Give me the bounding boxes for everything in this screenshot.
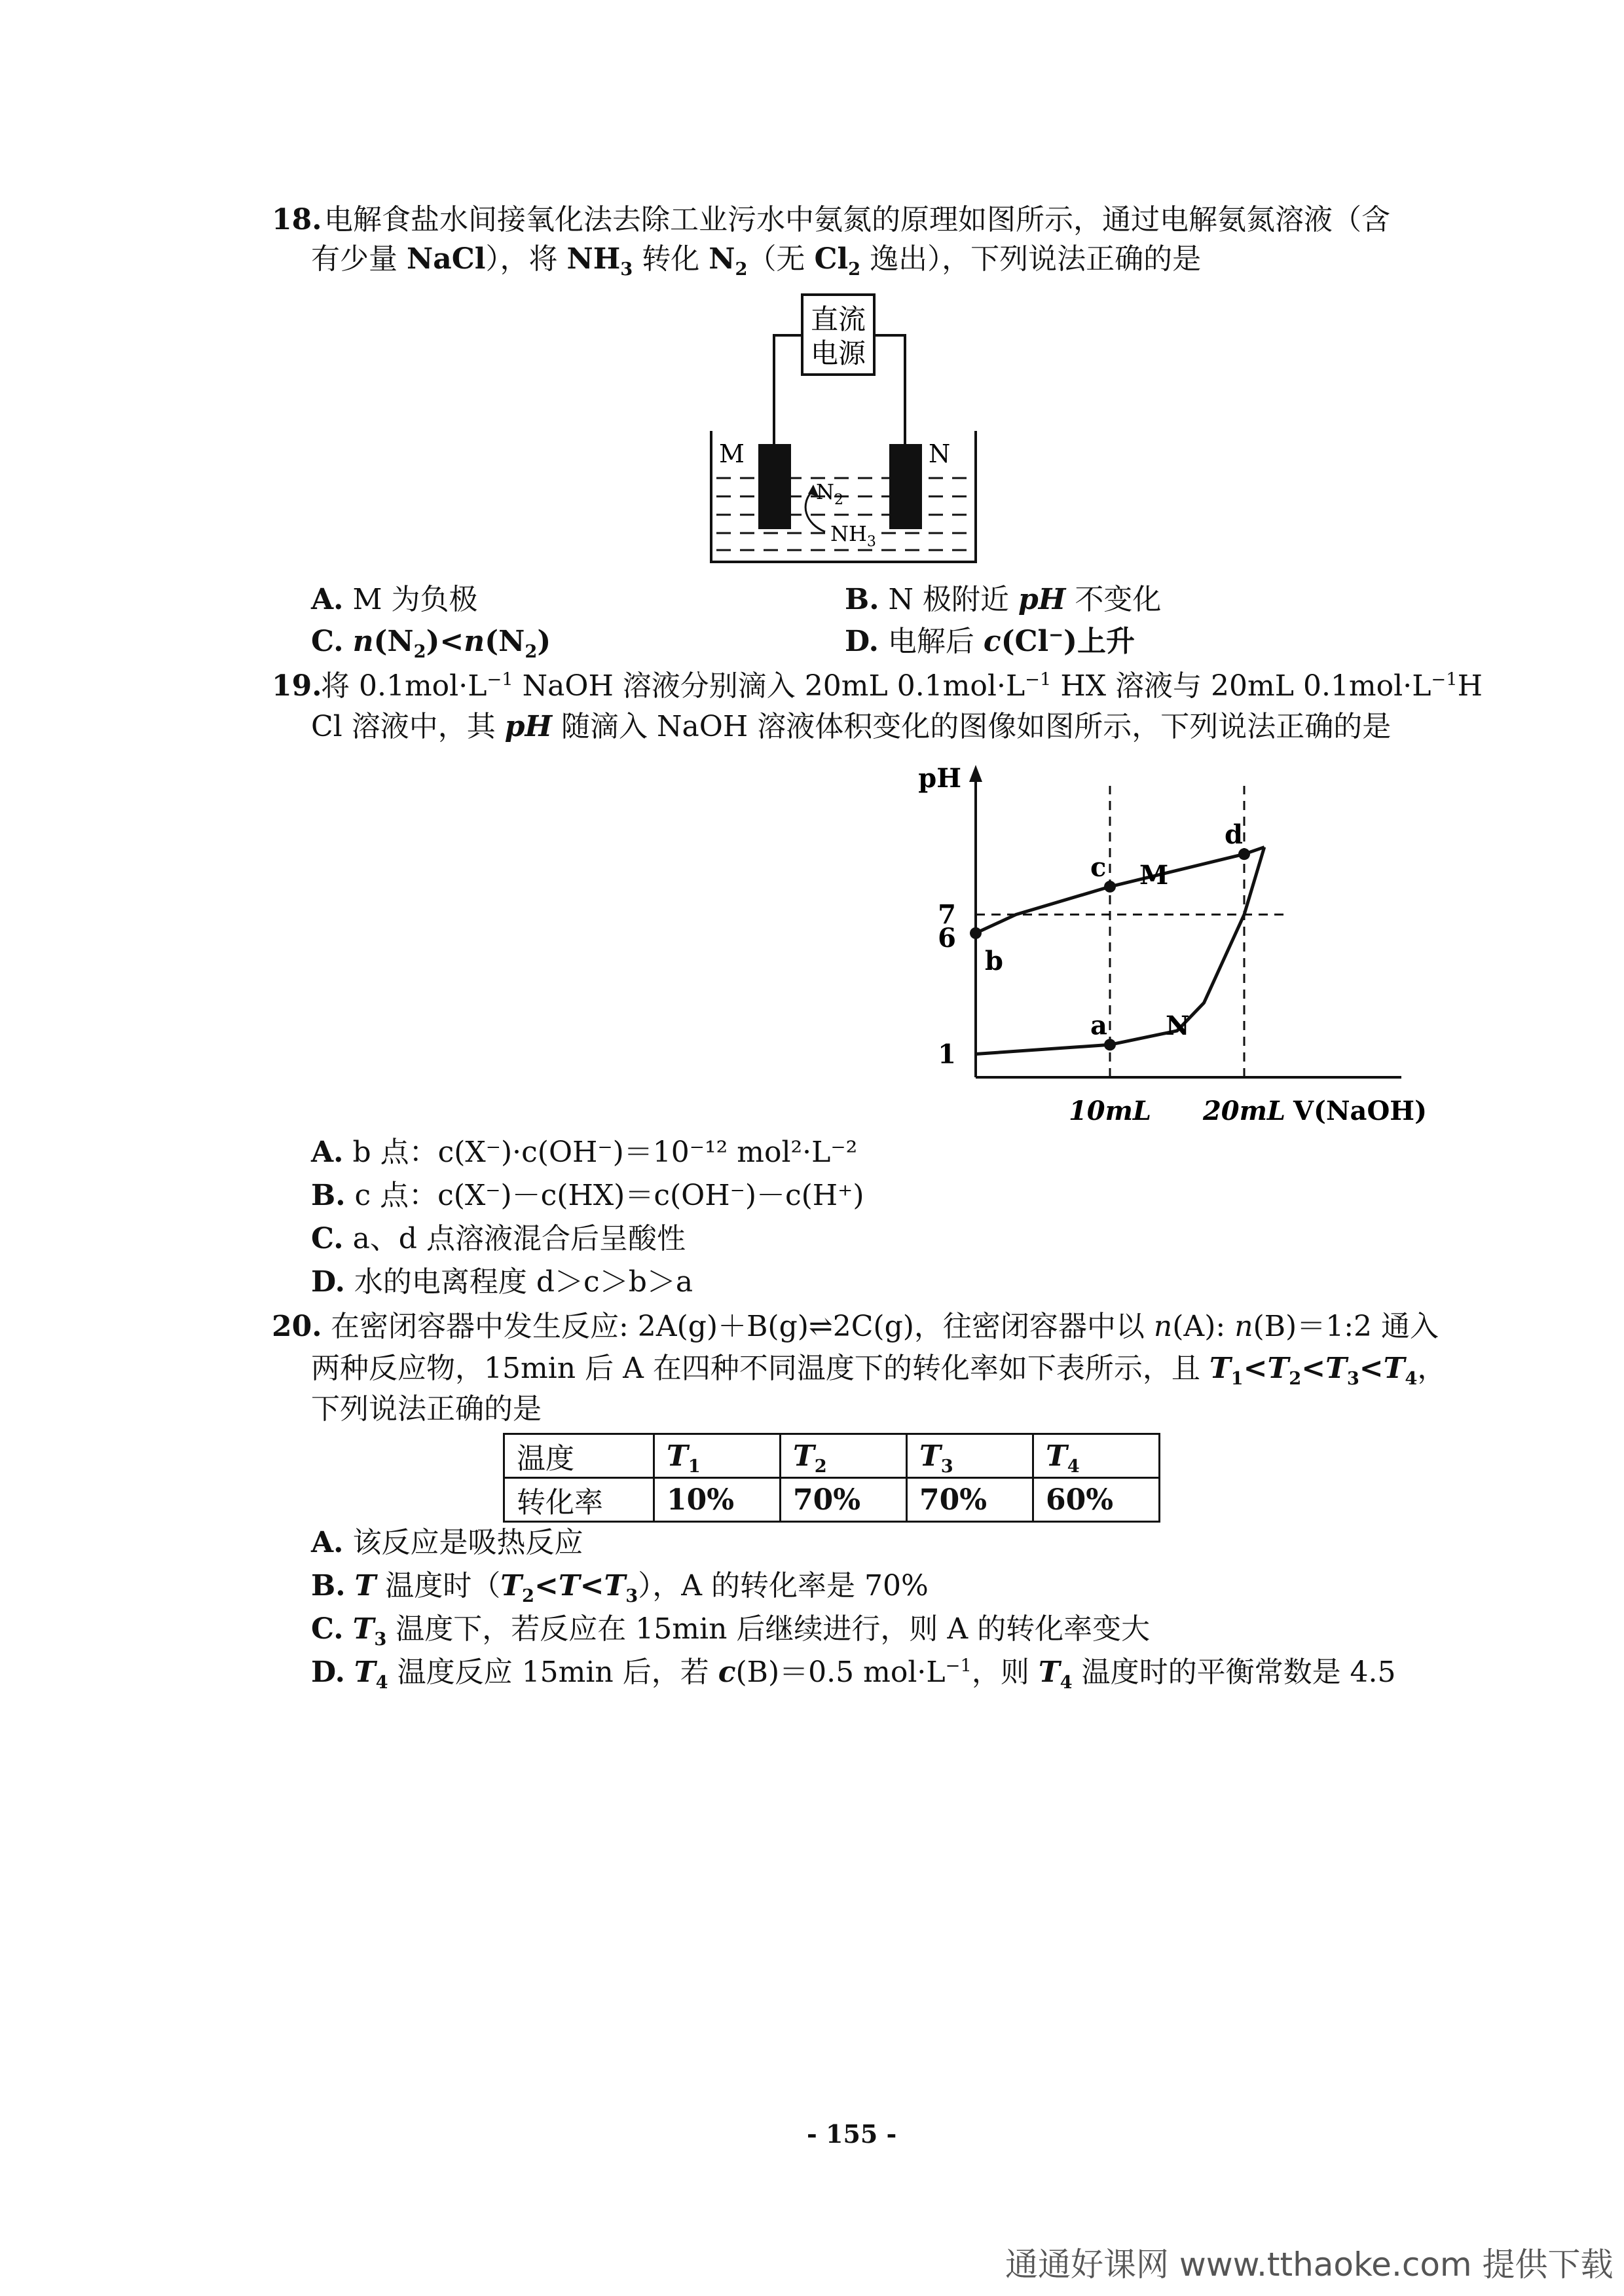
x-tick-label-1: 10mL: [1068, 1096, 1152, 1126]
y-axis-arrow: [969, 765, 982, 782]
table-cell-conv-4: 60%: [1033, 1478, 1160, 1522]
nh3-label: $NH_3$: [830, 521, 876, 550]
point-b: [970, 927, 982, 939]
point-label-a: a: [1090, 1010, 1107, 1041]
q19-number: 19.: [272, 669, 322, 703]
q19-stem-line2: Cl 溶液中，其 pH 随滴入 NaOH 溶液体积变化的图像如图所示，下列说法正确的是: [311, 710, 1392, 743]
q18-option-a[interactable]: A. M 为负极: [311, 583, 478, 616]
table-header-conversion: 转化率: [504, 1478, 654, 1522]
q19-option-d[interactable]: D. 水的电离程度 d＞c＞b＞a: [311, 1265, 693, 1299]
q20-stem-line2: 两种反应物，15min 后 A 在四种不同温度下的转化率如下表所示，且 $T_1<T_2<T_3<T_4$，: [311, 1352, 1447, 1389]
table-cell-conv-2: 70%: [781, 1478, 907, 1522]
q18-option-d[interactable]: D. 电解后 c(Cl−)上升: [845, 624, 1135, 658]
q20-stem-line3: 下列说法正确的是: [311, 1392, 542, 1426]
table-row: [504, 1478, 1160, 1522]
q19-option-b[interactable]: B. c 点：c(X⁻)－c(HX)＝c(OH⁻)－c(H⁺): [311, 1179, 864, 1212]
table-cell-t2: $T_2$: [781, 1434, 907, 1478]
electrode-m: [758, 444, 791, 529]
q18-stem-line1: 电解食盐水间接氧化法去除工业污水中氨氮的原理如图所示，通过电解氨氮溶液（含: [324, 203, 1390, 236]
q18-number: 18.: [272, 203, 322, 236]
wire-left: [774, 335, 802, 445]
x-axis-label: V(NaOH): [1293, 1096, 1428, 1126]
power-label-line2: 电源: [810, 337, 866, 369]
electrode-n: [889, 444, 922, 529]
table-cell-conv-3: 70%: [907, 1478, 1033, 1522]
y-tick-label-7: 7: [938, 899, 956, 931]
q20-option-a[interactable]: A. 该反应是吸热反应: [311, 1526, 583, 1559]
electrode-n-label: N: [929, 439, 951, 468]
curve-label-N: N: [1166, 1010, 1190, 1041]
table-cell-t3: $T_3$: [907, 1434, 1033, 1478]
q20-option-b[interactable]: B. T 温度时$(T_2<T<T_3)$，A 的转化率是 70%: [311, 1569, 929, 1606]
q18-option-b[interactable]: B. N 极附近 pH 不变化: [845, 583, 1162, 616]
q19-stem-line1: 将 $0.1mol\cdot L^{-1}$ NaOH 溶液分别滴入 20mL $0.1mol\cdot L^{-1}$ HX 溶液与 20mL $0.1mol\cdot L^{-1}H$: [321, 669, 1483, 703]
table-cell-t4: $T_4$: [1033, 1434, 1160, 1478]
page-number: - 155 -: [807, 2119, 897, 2149]
q20-number: 20.: [272, 1310, 322, 1343]
q18-stem-line2: 有少量 NaCl），将 $NH_3$ 转化 $N_2$（无 $Cl_2$ 逸出），下列说法正确的是: [311, 242, 1202, 280]
table-header-temperature: 温度: [504, 1434, 654, 1478]
curve-N: [976, 847, 1264, 1054]
table-cell-conv-1: 10%: [654, 1478, 781, 1522]
q19-option-a[interactable]: A. b 点：c(X⁻)·c(OH⁻)＝10⁻¹² mol²·L⁻²: [311, 1136, 858, 1169]
power-label-line1: 直流: [810, 303, 866, 335]
curve-M: [976, 847, 1264, 933]
table-cell-t1: $T_1$: [654, 1434, 781, 1478]
electrolysis-diagram: [701, 288, 989, 570]
ph-titration-chart: [904, 753, 1428, 1133]
q18-option-c[interactable]: C. $n(N_2)<n(N_2)$: [311, 625, 551, 662]
wire-right: [874, 335, 905, 445]
table-row: [504, 1434, 1160, 1478]
q20-option-c[interactable]: C. $T_3$ 温度下，若反应在 15min 后继续进行，则 A 的转化率变大: [311, 1612, 1151, 1650]
n2-label: $N_2$: [816, 479, 843, 508]
x-tick-label-2: 20mL: [1202, 1096, 1286, 1126]
y-axis-label: pH: [918, 763, 961, 794]
point-label-d: d: [1225, 819, 1243, 851]
curve-label-M: M: [1139, 860, 1169, 891]
watermark: 通通好课网 www.tthaoke.com 提供下载: [1005, 2246, 1614, 2284]
y-tick-label-6: 6: [938, 923, 956, 954]
q20-option-d[interactable]: D. $T_4$ 温度反应 15min 后，若 c(B)＝0.5 $mol\cdot L^{-1}$，则 $T_4$ 温度时的平衡常数是 4.5: [311, 1656, 1396, 1693]
point-label-c: c: [1090, 851, 1107, 883]
electrode-m-label: M: [719, 439, 745, 468]
q19-option-c[interactable]: C. a、d 点溶液混合后呈酸性: [311, 1222, 686, 1255]
q20-stem-line1: 在密闭容器中发生反应: 2A(g)＋B(g)⇌2C(g)，往密闭容器中以 n(A): n(B)＝1:2 通入: [331, 1310, 1439, 1343]
y-tick-label-1: 1: [938, 1039, 956, 1070]
conversion-table: [503, 1433, 1160, 1523]
point-label-b: b: [985, 945, 1003, 976]
